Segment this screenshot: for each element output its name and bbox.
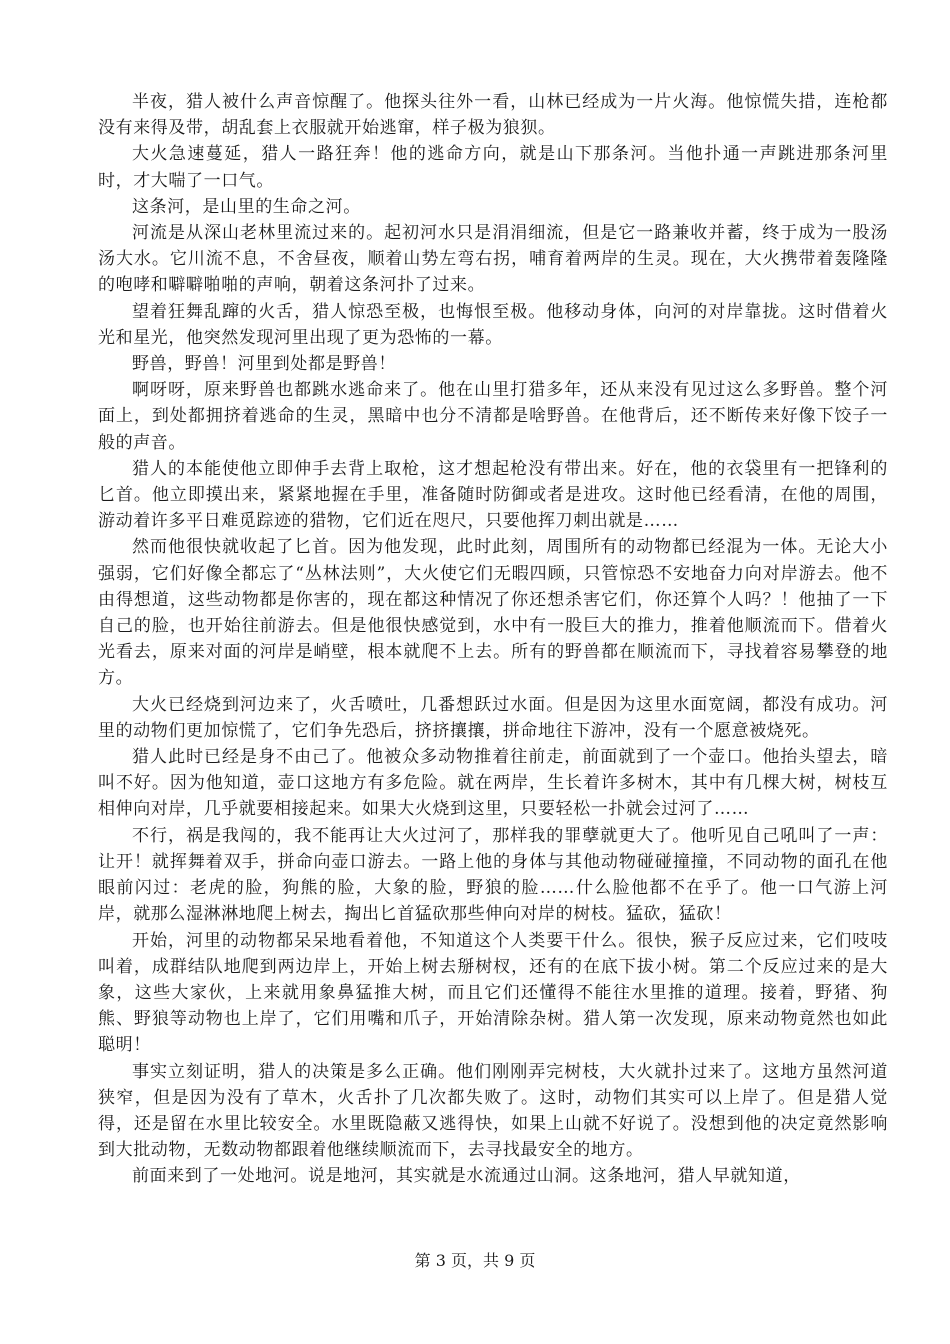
paragraph-2: 大火急速蔓延，猎人一路狂奔！他的逃命方向，就是山下那条河。当他扑通一声跳进那条河里时，才大喘了一口气。	[98, 144, 888, 191]
paragraph-6: 野兽，野兽！河里到处都是野兽！	[132, 354, 396, 375]
paragraph-7: 啊呀呀，原来野兽也都跳水逃命来了。他在山里打猎多年，还从来没有见过这么多野兽。整个河面上，到处都拥挤着逃命的生灵，黑暗中也分不清都是啥野兽。在他背后，还不断传来好像下饺子一般的声音。	[98, 380, 888, 453]
paragraph-5: 望着狂舞乱蹿的火舌，猎人惊恐至极，也悔恨至极。他移动身体，向河的对岸靠拢。这时借着火光和星光，他突然发现河里出现了更为恐怖的一幕。	[98, 301, 888, 348]
article-body	[98, 89, 888, 1190]
paragraph-3: 这条河，是山里的生命之河。	[132, 196, 361, 217]
paragraph-11: 猎人此时已经是身不由己了。他被众多动物推着往前走，前面就到了一个壶口。他抬头望去，暗叫不好。因为他知道，壶口这地方有多危险。就在两岸，生长着许多树木，其中有几棵大树，树枝互相伸向对岸，几乎就要相接起来。如果大火烧到这里，只要轻松一扑就会过河了……	[98, 747, 888, 820]
paragraph-14: 事实立刻证明，猎人的决策是多么正确。他们刚刚弄完树枝，大火就扑过来了。这地方虽然河道狭窄，但是因为没有了草木，火舌扑了几次都失败了。这时，动物们其实可以上岸了。但是猎人觉得，还是留在水里比较安全。水里既隐蔽又逃得快，如果上山就不好说了。没想到他的决定竟然影响到大批动物，无数动物都跟着他继续顺流而下，去寻找最安全的地方。	[98, 1061, 888, 1161]
page-number: 第 3 页，共 9 页	[414, 1251, 536, 1270]
paragraph-15: 前面来到了一处地河。说是地河，其实就是水流通过山洞。这条地河，猎人早就知道，	[132, 1166, 801, 1187]
paragraph-12: 不行，祸是我闯的，我不能再让大火过河了，那样我的罪孽就更大了。他听见自己吼叫了一声：让开！就挥舞着双手，拼命向壶口游去。一路上他的身体与其他动物碰碰撞撞，不同动物的面孔在他眼前闪过：老虎的脸，狗熊的脸，大象的脸，野狼的脸……什么脸他都不在乎了。他一口气游上河岸，就那么湿淋淋地爬上树去，掏出匕首猛砍那些伸向对岸的树枝。猛砍，猛砍！	[98, 825, 888, 925]
paragraph-4: 河流是从深山老林里流过来的。起初河水只是涓涓细流，但是它一路兼收并蓄，终于成为一股汤汤大水。它川流不息，不舍昼夜，顺着山势左弯右拐，哺育着两岸的生灵。现在，大火携带着轰隆隆的咆哮和噼噼啪啪的声响，朝着这条河扑了过来。	[98, 223, 888, 296]
page-footer	[0, 1248, 950, 1271]
paragraph-1: 半夜，猎人被什么声音惊醒了。他探头往外一看，山林已经成为一片火海。他惊慌失措，连枪都没有来得及带，胡乱套上衣服就开始逃窜，样子极为狼狈。	[98, 92, 888, 139]
paragraph-9: 然而他很快就收起了匕首。因为他发现，此时此刻，周围所有的动物都已经混为一体。无论大小强弱，它们好像全都忘了“丛林法则”，大火使它们无暇四顾，只管惊恐不安地奋力向对岸游去。他不由得想道，这些动物都是你害的，现在都这种情况了你还想杀害它们，你还算个人吗？！他抽了一下自己的脸，也开始往前游去。但是他很快感觉到，水中有一股巨大的推力，推着他顺流而下。借着火光看去，原来对面的河岸是峭壁，根本就爬不上去。所有的野兽都在顺流而下，寻找着容易攀登的地方。	[98, 537, 888, 689]
paragraph-8: 猎人的本能使他立即伸手去背上取枪，这才想起枪没有带出来。好在，他的衣袋里有一把锋利的匕首。他立即摸出来，紧紧地握在手里，准备随时防御或者是进攻。这时他已经看清，在他的周围，游动着许多平日难觅踪迹的猎物，它们近在咫尺，只要他挥刀刺出就是……	[98, 458, 888, 532]
paragraph-13: 开始，河里的动物都呆呆地看着他，不知道这个人类要干什么。很快，猴子反应过来，它们吱吱叫着，成群结队地爬到两边岸上，开始上树去掰树杈，还有的在底下拔小树。第二个反应过来的是大象，这些大家伙，上来就用象鼻猛推大树，而且它们还懂得不能往水里推的道理。接着，野猪、狗熊、野狼等动物也上岸了，它们用嘴和爪子，开始清除杂树。猎人第一次发现，原来动物竟然也如此聪明！	[98, 930, 888, 1056]
paragraph-10: 大火已经烧到河边来了，火舌喷吐，几番想跃过水面。但是因为这里水面宽阔，都没有成功。河里的动物们更加惊慌了，它们争先恐后，挤挤攘攘，拼命地往下游冲，没有一个愿意被烧死。	[98, 694, 888, 741]
